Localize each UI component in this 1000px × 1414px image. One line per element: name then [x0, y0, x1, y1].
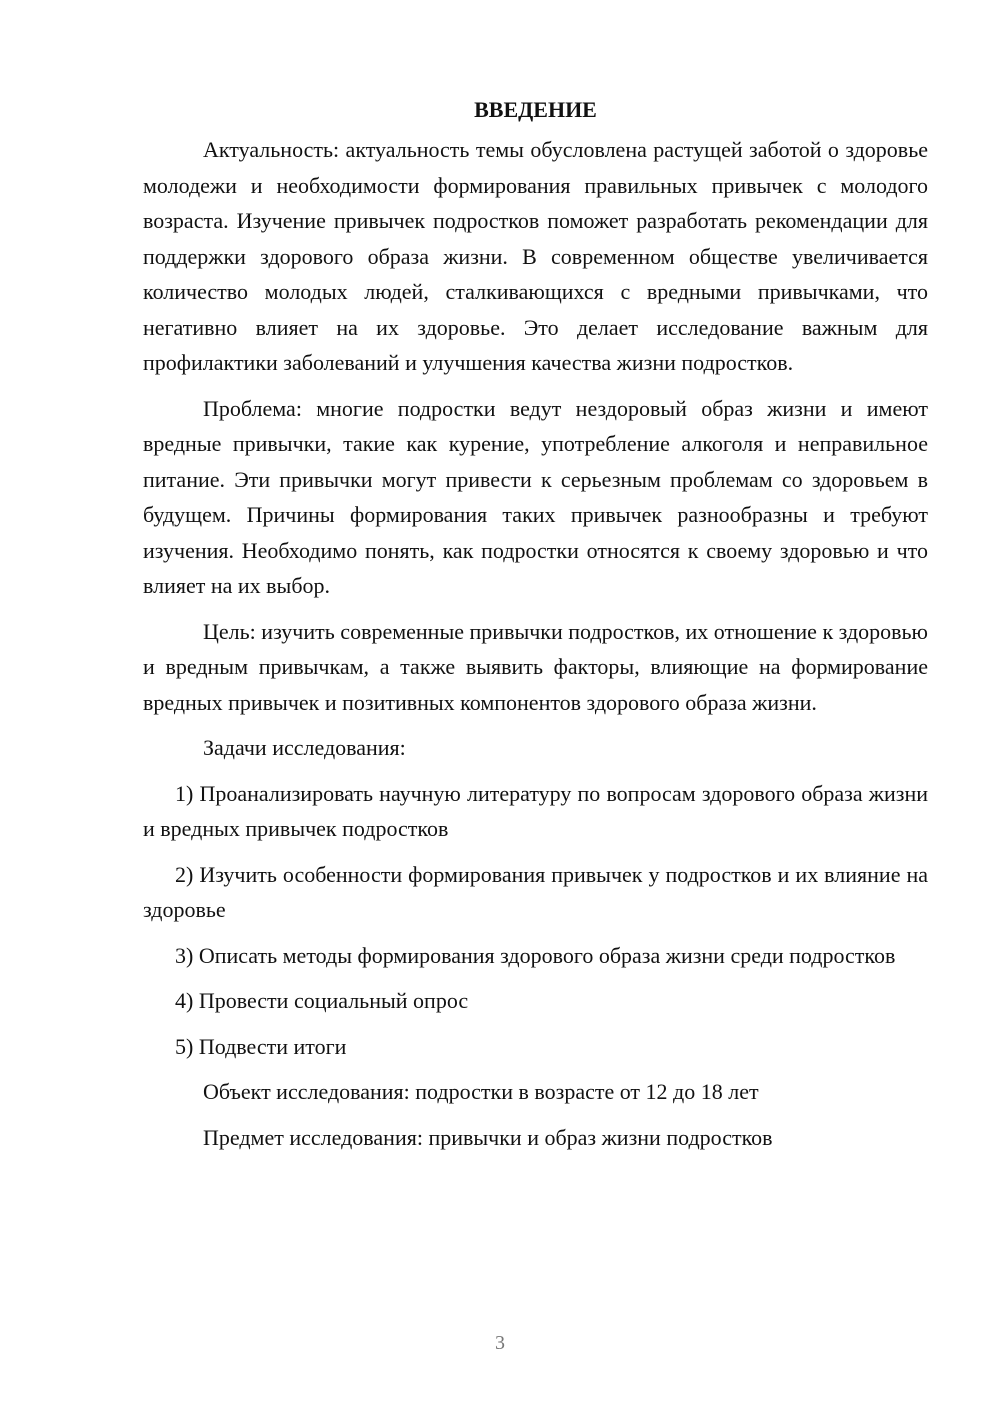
task-item: 1) Проанализировать научную литературу по вопросам здорового образа жизни и вредных привычек подростков [143, 780, 928, 841]
research-object: Объект исследования: подростки в возрасте от 12 до 18 лет [203, 1079, 759, 1104]
task-item: 3) Описать методы формирования здорового образа жизни среди подростков [175, 942, 896, 968]
problem-paragraph: Проблема: многие подростки ведут нездоровый образ жизни и имеют вредные привычки, такие как курение, употребление алкоголя и неправильное питание. Эти привычки могут привести к серьезным проблемам со здоровьем в будущем. Причины формирования таких привычек разнообразны и требуют изучения. Необходимо понять, как подростки относятся к своему здоровью и что влияет на их выбор. [143, 395, 928, 598]
task-item: 5) Подвести итоги [175, 1033, 347, 1059]
task-item: 4) Провести социальный опрос [175, 988, 469, 1013]
relevance-paragraph: Актуальность: актуальность темы обусловлена растущей заботой о здоровье молодежи и необходимости формирования правильных привычек с молодого возраста. Изучение привычек подростков поможет разработать рекомендации для поддержки здорового образа жизни. В современном обществе увеличивается количество молодых людей, сталкивающихся с вредными привычками, что негативно влияет на их здоровье. Это делает исследование важным для профилактики заболеваний и улучшения качества жизни подростков. [143, 137, 928, 375]
task-item: 2) Изучить особенности формирования привычек у подростков и их влияние на здоровье [143, 861, 928, 922]
page-number: 3 [495, 1332, 505, 1354]
document-page [143, 94, 928, 1165]
page-title: ВВЕДЕНИЕ [474, 97, 597, 122]
research-subject: Предмет исследования: привычки и образ жизни подростков [203, 1124, 773, 1150]
tasks-heading: Задачи исследования: [203, 735, 406, 760]
goal-paragraph: Цель: изучить современные привычки подростков, их отношение к здоровью и вредным привычкам, а также выявить факторы, влияющие на формирование вредных привычек и позитивных компонентов здорового образа жизни. [143, 618, 928, 715]
